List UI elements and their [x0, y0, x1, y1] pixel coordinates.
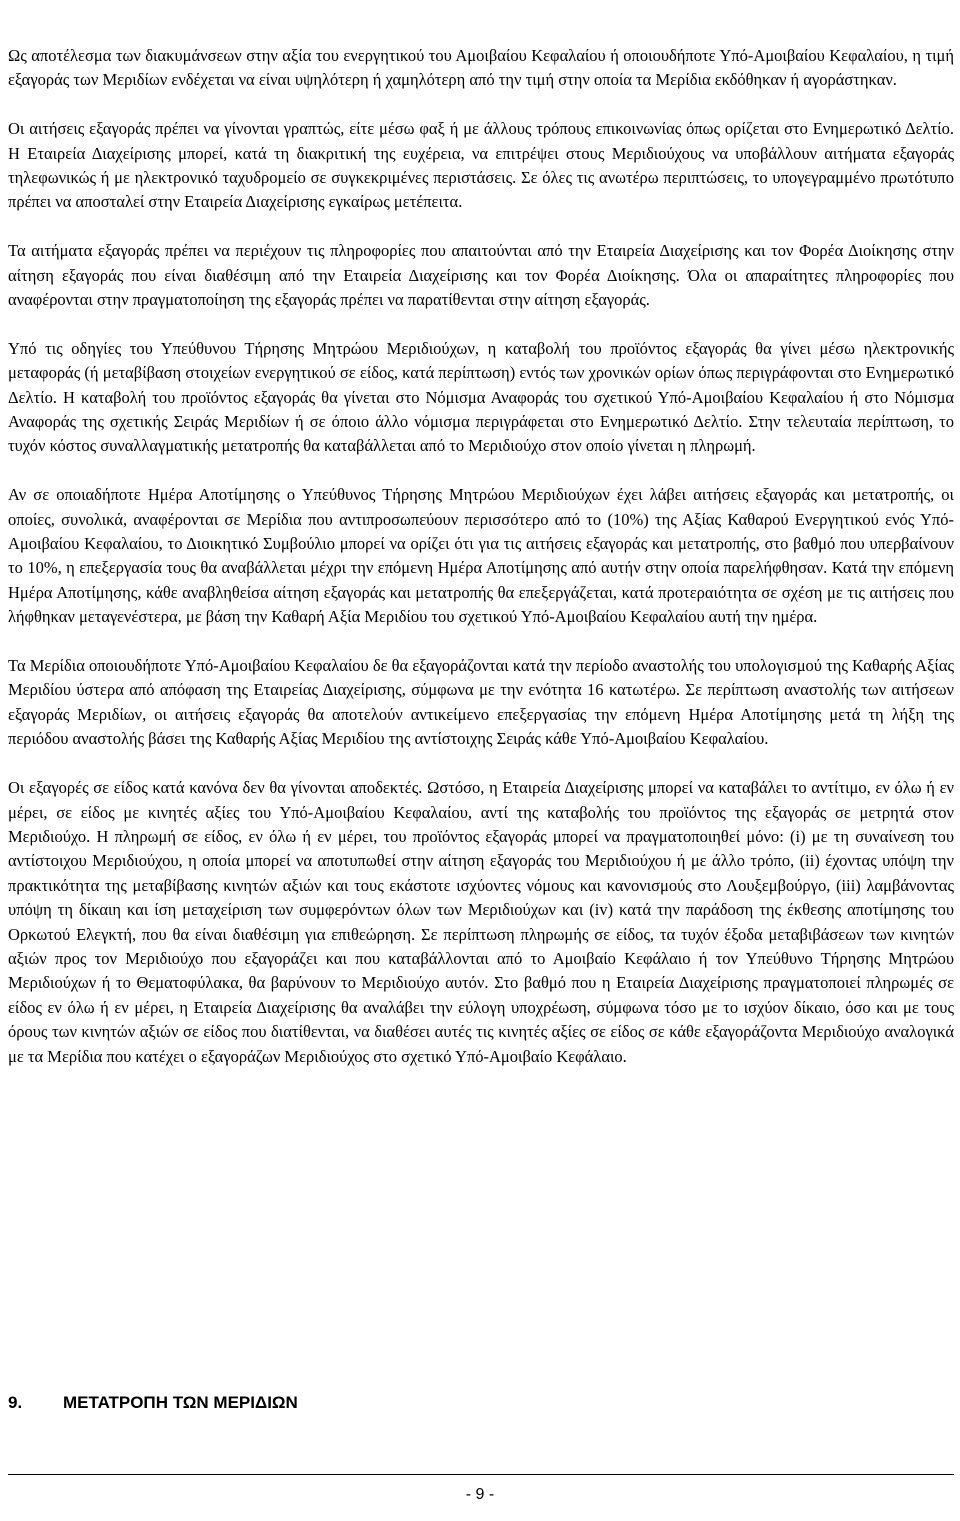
- paragraph-sentence: Η πληρωμή σε είδος, εν όλω ή εν μέρει, του προϊόντος εξαγοράς μπορεί να πραγματοποιηθεί μόνο: (i) με τη συναίνεση του αντίστοιχου Μεριδιούχου, η οποία μπορεί να αποτυπωθεί στην αίτηση εξαγοράς του Μεριδιούχου ή με άλλο τρόπο, (ii) έχοντας υπόψη την πρακτικότητα της μεταβίβασης κινητών αξιών και τους εκάστοτε ισχύοντες νόμους και κανονισμούς στο Λουξεμβούργο, (iii) λαμβάνοντας υπόψη τη δίκαιη και ίση μεταχείριση των συμφερόντων όλων των Μεριδιούχων και (iv) κατά την παράδοση της έκθεσης αποτίμησης του Ορκωτού Ελεγκτή, που θα είναι διαθέσιμη για επιθεώρηση.: [8, 826, 955, 944]
- paragraph-sentence: Ωστόσο, η Εταιρεία Διαχείρισης μπορεί να καταβάλει το αντίτιμο, εν όλω ή εν μέρει, σε είδος με κινητές αξίες του Υπό-Αμοιβαίου Κεφαλαίου, αντί της καταβολής του προϊόντος της εξαγοράς σε μετρητά στον Μεριδιούχο.: [8, 778, 955, 846]
- section-heading: [8, 1391, 298, 1415]
- paragraph-sentence: Σε περίπτωση πληρωμής σε είδος, τα τυχόν έξοδα μεταβιβάσεων των κινητών αξιών προς τον Μεριδιούχο που εξαγοράζει και που καταβάλλονται από το Αμοιβαίο Κεφάλαιο ή τον Υπεύθυνο Τήρησης Μητρώου Μεριδιούχων ή το Θεματοφύλακα, θα βαρύνουν το Μεριδιούχο αυτόν.: [8, 924, 955, 993]
- footer-divider: [8, 1474, 954, 1475]
- section-number: 9.: [8, 1393, 23, 1412]
- paragraph-sentence: Υπό τις οδηγίες του Υπεύθυνου Τήρησης Μητρώου Μεριδιούχων, η καταβολή του προϊόντος εξαγοράς θα γίνει μέσω ηλεκτρονικής μεταφοράς (ή μεταβίβαση στοιχείων ενεργητικού σε είδος, κατά περίπτωση) εντός των χρονικών ορίων όπως περιγράφονται στο Ενημερωτικό Δελτίο.: [8, 338, 954, 407]
- paragraph-sentence: Στο βαθμό που η Εταιρεία Διαχείρισης πραγματοποιεί πληρωμές σε είδος εν όλω ή εν μέρει, η Εταιρεία Διαχείρισης θα αναλάβει την εύλογη υποχρέωση, σύμφωνα τόσο με το ισχύον δίκαιο, όσο και με τους όρους των κινητών αξιών σε είδος που διατίθενται, να διαθέσει αυτές τις κινητές αξίες σε είδος σε κάθε εξαγοράζοντα Μεριδιούχο αναλογικά με τα Μερίδια που κατέχει ο εξαγοράζων Μεριδιούχος στο σχετικό Υπό-Αμοιβαίο Κεφάλαιο.: [8, 973, 954, 1066]
- paragraph-sentence: Οι αιτήσεις εξαγοράς πρέπει να γίνονται γραπτώς, είτε μέσω φαξ ή με άλλους τρόπους επικοινωνίας όπως ορίζεται στο Ενημερωτικό Δελτίο.: [8, 119, 954, 139]
- document-body: [8, 44, 954, 1093]
- section-title: ΜΕΤΑΤΡΟΠΗ ΤΩΝ ΜΕΡΙΔΙΩΝ: [63, 1393, 298, 1412]
- paragraph-sentence: Σε περίπτωση αναστολής των αιτήσεων εξαγοράς Μεριδίων, οι αιτήσεις εξαγοράς θα αποτελούν αντικείμενο επεξεργασίας την επόμενη Ημέρα Αποτίμησης μετά τη λήξη της περιόδου αναστολής βάσει της Καθαρής Αξίας Μεριδίου της αντίστοιχης Σειράς κάθε Υπό-Αμοιβαίου Κεφαλαίου.: [8, 680, 955, 749]
- page-number: - 9 -: [465, 1486, 495, 1503]
- paragraph-sentence: Η Εταιρεία Διαχείρισης μπορεί, κατά τη διακριτική της ευχέρεια, να επιτρέψει στους Μεριδιούχους να υποβάλλουν αιτήματα εξαγοράς τηλεφωνικώς ή με ηλεκτρονικό ταχυδρομείο σε συγκεκριμένες περιστάσεις.: [8, 143, 954, 188]
- paragraph-sentence: Η καταβολή του προϊόντος εξαγοράς θα γίνεται στο Νόμισμα Αναφοράς του σχετικού Υπό-Αμοιβαίου Κεφαλαίου ή στο Νόμισμα Αναφοράς της σχετικής Σειράς Μεριδίων ή σε όποιο άλλο νόμισμα περιγράφεται στο Ενημερωτικό Δελτίο.: [8, 387, 954, 432]
- paragraph-sentence: Οι εξαγορές σε είδος κατά κανόνα δεν θα γίνονται αποδεκτές.: [8, 778, 423, 798]
- paragraph-sentence: Τα αιτήματα εξαγοράς πρέπει να περιέχουν τις πληροφορίες που απαιτούνται από την Εταιρεία Διαχείρισης και τον Φορέα Διοίκησης στην αίτηση εξαγοράς που είναι διαθέσιμη από την Εταιρεία Διαχείρισης και τον Φορέα Διοίκησης.: [8, 241, 954, 285]
- paragraph-deferral: [8, 483, 954, 629]
- paragraph-in-kind: [8, 776, 954, 1069]
- paragraph-sentence: Κατά την επόμενη Ημέρα Αποτίμησης, κάθε αναβληθείσα αίτηση εξαγοράς και μετατροπής θα επεξεργάζεται, κατά προτεραιότητα σε σχέση με τις αιτήσεις που λήφθηκαν μεταγενέστερα, με βάση την Καθαρή Αξία Μεριδίου του σχετικού Υπό-Αμοιβαίου Κεφαλαίου αυτή την ημέρα.: [8, 558, 954, 627]
- paragraph-sentence: Ως αποτέλεσμα των διακυμάνσεων στην αξία του ενεργητικού του Αμοιβαίου Κεφαλαίου ή οποιουδήποτε Υπό-Αμοιβαίου Κεφαλαίου, η τιμή εξαγοράς των Μεριδίων ενδέχεται να είναι υψηλότερη ή χαμηλότερη από την τιμή στην οποία τα Μερίδια εκδόθηκαν ή αγοράστηκαν.: [8, 46, 954, 90]
- paragraph-sentence: Σε όλες τις ανωτέρω περιπτώσεις, το υπογεγραμμένο πρωτότυπο πρέπει να αποσταλεί στην Εταιρεία Διαχείρισης εγκαίρως μετέπειτα.: [8, 168, 955, 212]
- paragraph-sentence: Τα Μερίδια οποιουδήποτε Υπό-Αμοιβαίου Κεφαλαίου δε θα εξαγοράζονται κατά την περίοδο αναστολής του υπολογισμού της Καθαρής Αξίας Μεριδίου ύστερα από απόφαση της Εταιρείας Διαχείρισης, σύμφωνα με την ενότητα 16 κατωτέρω.: [8, 656, 954, 700]
- paragraph-redemption-requests: [8, 117, 954, 215]
- paragraph-sentence: Αν σε οποιαδήποτε Ημέρα Αποτίμησης ο Υπεύθυνος Τήρησης Μητρώου Μεριδιούχων έχει λάβει αιτήσεις εξαγοράς και μετατροπής, οι οποίες, συνολικά, αναφέρονται σε Μερίδια που αντιπροσωπεύουν περισσότερο από το (10%) της Αξίας Καθαρού Ενεργητικού ενός Υπό-Αμοιβαίου Κεφαλαίου, το Διοικητικό Συμβούλιο μπορεί να ορίζει ότι για τις αιτήσεις εξαγοράς και μετατροπής, στο βαθμό που υπερβαίνουν το 10%, η επεξεργασία τους θα αναβάλλεται μέχρι την επόμενη Ημέρα Αποτίμησης από αυτήν στην οποία παρελήφθησαν.: [8, 485, 954, 578]
- paragraph-redemption-price: [8, 44, 954, 93]
- paragraph-sentence: Στην τελευταία περίπτωση, το τυχόν κόστος συναλλαγματικής μετατροπής θα καταβάλλεται από το Μεριδιούχο στον οποίο γίνεται η πληρωμή.: [8, 412, 954, 456]
- paragraph-sentence: Όλα οι απαραίτητες πληροφορίες που αναφέρονται στην πραγματοποίηση της εξαγοράς πρέπει να παρατίθενται στην αίτηση εξαγοράς.: [8, 265, 954, 310]
- paragraph-request-contents: [8, 239, 954, 312]
- paragraph-payment: [8, 337, 954, 459]
- paragraph-suspension: [8, 654, 954, 752]
